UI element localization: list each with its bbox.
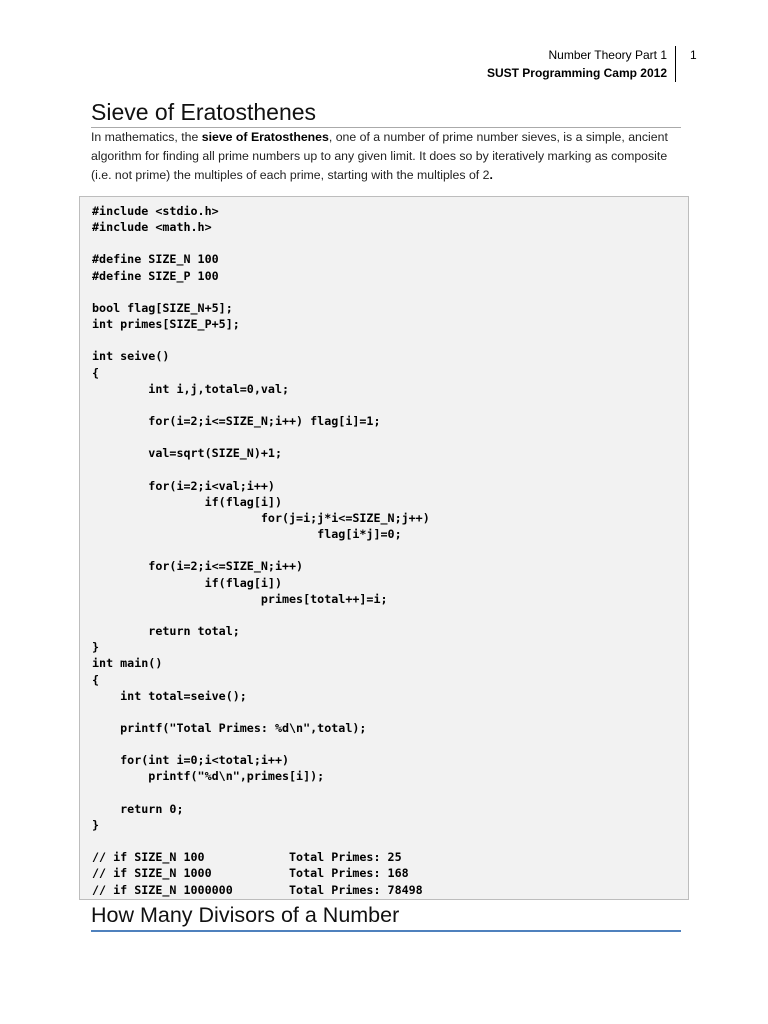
code-listing (92, 203, 688, 898)
intro-paragraph (91, 128, 681, 185)
code-block (79, 196, 689, 900)
code-line: return total; (92, 624, 240, 639)
code-line: printf("%d\n",primes[i]); (92, 769, 325, 784)
code-line: int primes[SIZE_P+5]; (92, 317, 240, 332)
code-line: for(j=i;j*i<=SIZE_N;j++) (92, 510, 430, 525)
code-line: for(int i=0;i<total;i++) (92, 753, 290, 768)
code-line: // if SIZE_N 1000 Total Primes: 168 (92, 866, 409, 881)
intro-bold-term: sieve of Eratosthenes (201, 130, 329, 144)
code-line: } (92, 817, 100, 832)
code-line: } (92, 640, 100, 655)
header-topic: Number Theory Part 1 (548, 48, 667, 62)
code-line: // if SIZE_N 1000000 Total Primes: 78498 (92, 882, 423, 897)
section-title-divisors: How Many Divisors of a Number (91, 902, 681, 932)
page-number: 1 (690, 48, 697, 62)
header-event: SUST Programming Camp 2012 (486, 66, 667, 80)
running-header (487, 46, 676, 82)
code-line: for(i=2;i<val;i++) (92, 478, 275, 493)
intro-text-end: . (489, 168, 493, 182)
code-line: return 0; (92, 801, 184, 816)
code-line: int main() (92, 656, 163, 671)
code-line: for(i=2;i<=SIZE_N;i++) (92, 559, 304, 574)
code-line: val=sqrt(SIZE_N)+1; (92, 446, 282, 461)
code-line: flag[i*j]=0; (92, 527, 402, 542)
code-line: #define SIZE_P 100 (92, 268, 219, 283)
code-line: for(i=2;i<=SIZE_N;i++) flag[i]=1; (92, 414, 381, 429)
code-line: int seive() (92, 349, 170, 364)
code-line: if(flag[i]) (92, 494, 282, 509)
code-line: primes[total++]=i; (92, 591, 388, 606)
code-line: #include <math.h> (92, 220, 212, 235)
code-line: int total=seive(); (92, 688, 247, 703)
intro-text-start: In mathematics, the (91, 130, 202, 144)
code-line: int i,j,total=0,val; (92, 381, 290, 396)
section-title-sieve: Sieve of Eratosthenes (91, 98, 681, 128)
code-line: #define SIZE_N 100 (92, 252, 219, 267)
code-line: { (92, 672, 100, 687)
code-line: { (92, 365, 100, 380)
code-line: bool flag[SIZE_N+5]; (92, 300, 233, 315)
code-line: // if SIZE_N 100 Total Primes: 25 (92, 850, 402, 865)
code-line: printf("Total Primes: %d\n",total); (92, 721, 367, 735)
intro-text-middle: , one of a number of prime number sieves, is a simple, ancient algorithm for finding all prime numbers up to any given limit. It does so by iteratively marking as composite (i.e. not prime) the multiples of each prime, starting with the multiples of 2 (91, 130, 668, 182)
code-line: if(flag[i]) (92, 575, 282, 590)
code-line: #include <stdio.h> (92, 204, 219, 218)
